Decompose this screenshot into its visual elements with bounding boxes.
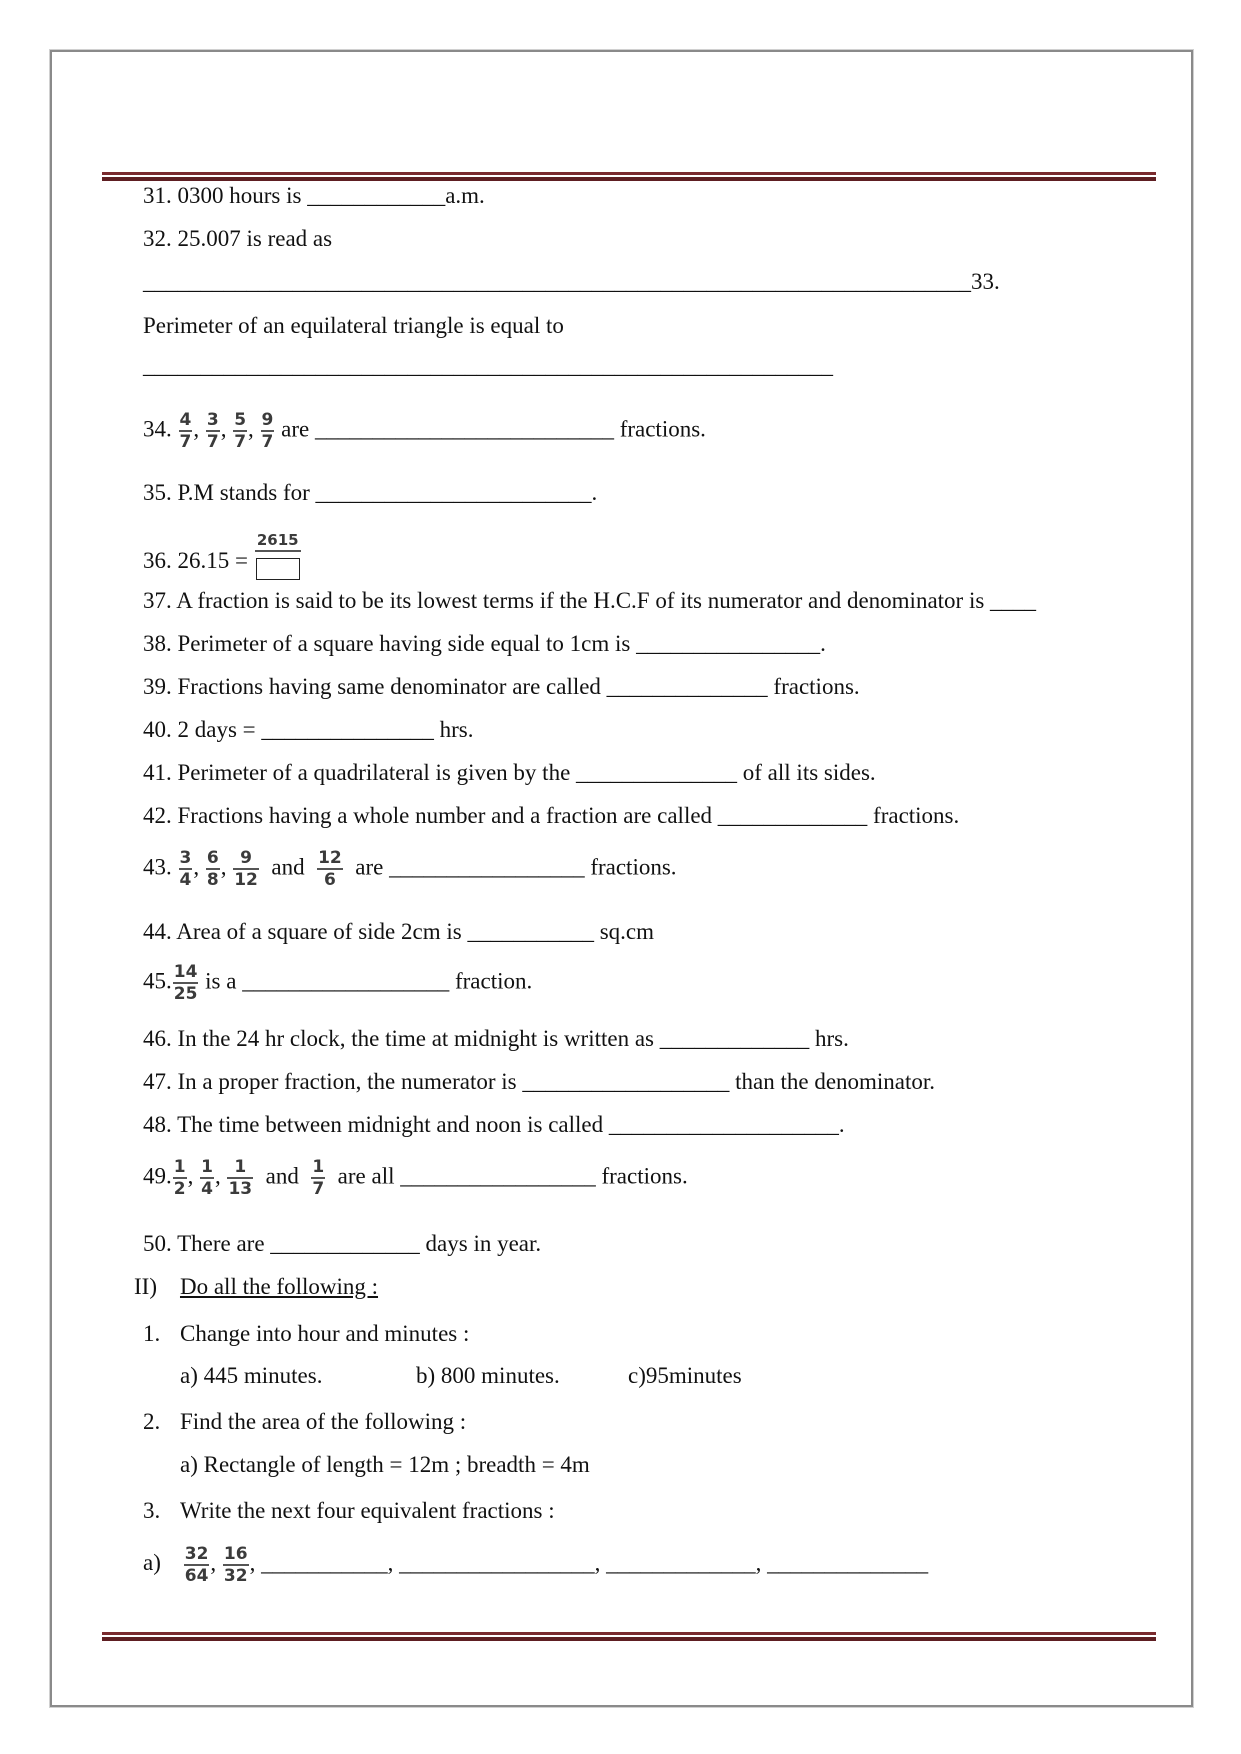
fraction: $\frac{9}{12}$ (234, 848, 258, 890)
fraction: $\frac{14}{25}$ (173, 962, 198, 1004)
fraction: $\frac{3}{4}$ (179, 848, 192, 890)
problem-3: 3. Write the next four equivalent fractions : (143, 1498, 555, 1523)
answer-box[interactable] (256, 558, 300, 580)
fraction: $\frac{9}{7}$ (261, 410, 274, 452)
question-33-blank: ____________________________________________________________ (143, 353, 833, 378)
question-33: Perimeter of an equilateral triangle is equal to (143, 313, 564, 338)
section-title: Do all the following : (179, 1274, 379, 1299)
fraction: $\frac{32}{64}$ (184, 1544, 209, 1586)
fraction: $\frac{4}{7}$ (179, 410, 192, 452)
question-37: 37. A fraction is said to be its lowest terms if the H.C.F of its numerator and denominator is ____ (143, 588, 1037, 613)
question-39: 39. Fractions having same denominator are called ______________ fractions. (143, 674, 860, 699)
question-45: 45. $\frac{14}{25}$ is a __________________ fraction. (143, 962, 533, 1004)
question-32: 32. 25.007 is read as (143, 226, 333, 251)
question-43: 43. $\frac{3}{4}$ , $\frac{6}{8}$ , $\frac{9}{12}$ and $\frac{12}{6}$ are _________________ fractions. (143, 848, 677, 890)
question-31: 31. 0300 hours is ____________a.m. (143, 183, 485, 208)
fraction: $\frac{1}{7}$ (312, 1157, 325, 1199)
question-49: 49. $\frac{1}{2}$ , $\frac{1}{4}$ , $\frac{1}{13}$ and $\frac{1}{7}$ are all _________________ fractions. (143, 1157, 688, 1199)
problem-2: 2. Find the area of the following : (143, 1409, 467, 1434)
fraction: $\frac{1}{2}$ (173, 1157, 186, 1199)
question-46: 46. In the 24 hr clock, the time at midnight is written as _____________ hrs. (143, 1026, 849, 1051)
fraction: $\frac{5}{7}$ (234, 410, 247, 452)
question-34: 34. $\frac{4}{7}$ , $\frac{3}{7}$ , $\frac{5}{7}$ , $\frac{9}{7}$ are __________________________ fractions. (143, 410, 706, 452)
fraction: $\frac{6}{8}$ (206, 848, 219, 890)
fraction: $\frac{1}{4}$ (201, 1157, 213, 1199)
question-41: 41. Perimeter of a quadrilateral is given by the ______________ of all its sides. (143, 760, 876, 785)
question-48: 48. The time between midnight and noon is called ____________________. (143, 1112, 845, 1137)
fraction-with-box: 2615 (255, 530, 301, 580)
fraction: $\frac{3}{7}$ (206, 410, 219, 452)
fraction: $\frac{1}{13}$ (228, 1157, 253, 1199)
problem-1: 1. Change into hour and minutes : (143, 1321, 470, 1346)
question-40: 40. 2 days = _______________ hrs. (143, 717, 474, 742)
question-47: 47. In a proper fraction, the numerator is __________________ than the denominator. (143, 1069, 936, 1094)
problem-3-part-a: a) $\frac{32}{64}$ , $\frac{16}{32}$ , ___________, _________________, _____________, ______________ (143, 1544, 929, 1586)
problem-2-part-a: a) Rectangle of length = 12m ; breadth = 4m (180, 1452, 590, 1477)
section-heading: II) Do all the following : (134, 1274, 379, 1299)
question-38: 38. Perimeter of a square having side equal to 1cm is ________________. (143, 631, 826, 656)
header-rule (102, 172, 1156, 182)
problem-1-parts: a) 445 minutes. b) 800 minutes. c)95minutes (180, 1363, 742, 1388)
fraction: $\frac{16}{32}$ (223, 1544, 248, 1586)
question-36: 36. 26.15 = 2615 (143, 530, 302, 580)
question-35: 35. P.M stands for ________________________. (143, 480, 598, 505)
question-42: 42. Fractions having a whole number and a fraction are called _____________ fractions. (143, 803, 960, 828)
question-32-blank: ________________________________________________________________________33. (143, 269, 1000, 294)
fraction: $\frac{12}{6}$ (318, 848, 342, 890)
question-50: 50. There are _____________ days in year. (143, 1231, 542, 1256)
question-44: 44. Area of a square of side 2cm is ___________ sq.cm (143, 919, 655, 944)
footer-rule (102, 1632, 1156, 1642)
